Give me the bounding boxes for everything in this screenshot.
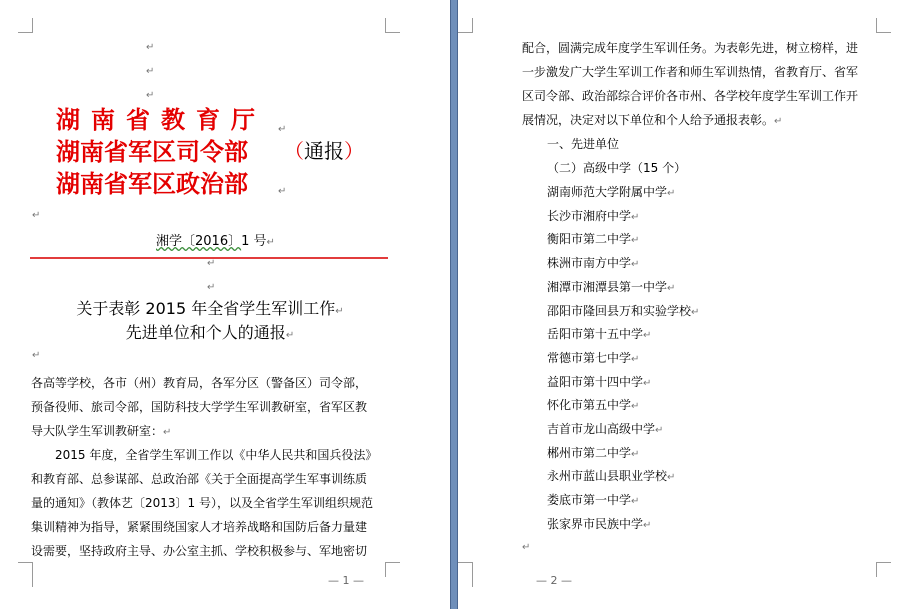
list-item [547, 347, 639, 372]
list-item [547, 323, 651, 348]
school-name: 岳阳市第十五中学 [547, 327, 644, 342]
document-page-1[interactable] [0, 0, 450, 609]
school-name: 怀化市第五中学 [547, 398, 632, 413]
school-name: 株洲市南方中学 [547, 256, 632, 271]
crop-mark [18, 18, 33, 33]
school-name: 吉首市龙山高级中学 [547, 422, 656, 436]
salutation-paragraph[interactable] [31, 371, 391, 443]
paragraph-mark: ↵ [278, 124, 287, 135]
document-page-2[interactable] [458, 0, 902, 609]
paragraph-mark: ↵ [631, 496, 640, 508]
school-name: 常德市第七中学 [547, 350, 632, 365]
school-name: 衡阳市第二中学 [547, 232, 632, 247]
list-item [547, 252, 639, 277]
school-name: 湖南师范大学附属中学 [547, 185, 668, 199]
paragraph-mark: ↵ [32, 210, 41, 221]
header-issuer-political-dept: 湖南省军区政治部 [56, 170, 248, 198]
paragraph-mark: ↵ [631, 448, 640, 460]
paragraph-mark: ↵ [631, 353, 640, 365]
document-type-label [284, 138, 364, 164]
page-gap [450, 0, 458, 609]
school-name: 娄底市第一中学 [547, 493, 632, 508]
text-line: 一步激发广大学生军训工作者和师生军训热情，省教育厅、省军 [522, 65, 859, 79]
paragraph-mark: ↵ [207, 258, 216, 269]
text-line: 集训精神为指导，紧紧围绕国家人才培养战略和国防后备力量建 [31, 520, 368, 534]
close-paren: ） [344, 139, 364, 163]
paragraph-mark: ↵ [146, 42, 155, 53]
paragraph-mark: ↵ [655, 425, 664, 436]
crop-mark [876, 562, 891, 577]
crop-mark [458, 18, 473, 33]
document-number [156, 230, 275, 249]
school-name: 长沙市湘府中学 [547, 208, 632, 223]
crop-mark [458, 562, 473, 587]
document-number-prefix: 湘学〔2016〕 [156, 234, 242, 249]
paragraph-mark: ↵ [631, 259, 640, 271]
list-item [547, 513, 651, 538]
paragraph-mark: ↵ [691, 306, 700, 318]
text-line: 和教育部、总参谋部、总政治部《关于全面提高学生军事训练质 [31, 472, 368, 486]
paragraph-mark: ↵ [631, 235, 640, 247]
text-line: 导大队学生军训教研室：↵ [31, 424, 172, 438]
school-name: 张家界市民族中学 [547, 516, 644, 531]
text-line: 预备役师、旅司令部，国防科技大学学生军训教研室，省军区教 [31, 400, 368, 414]
list-item [547, 418, 663, 443]
body-paragraph[interactable] [31, 443, 391, 563]
document-title-line-1: 关于表彰 2015 年全省学生军训工作↵ [76, 299, 344, 318]
paragraph-mark: ↵ [146, 66, 155, 77]
list-item [547, 205, 639, 230]
paragraph-mark: ↵ [146, 90, 155, 101]
open-paren: （ [284, 139, 304, 163]
paragraph-mark: ↵ [631, 211, 640, 223]
paragraph-mark: ↵ [667, 282, 676, 294]
list-item [547, 228, 639, 253]
text-line: 区司令部、政治部综合评价各市州、各学校年度学生军训工作开 [522, 89, 859, 103]
paragraph-mark: ↵ [266, 237, 275, 248]
body-paragraph[interactable] [522, 36, 882, 132]
document-type-text: 通报 [304, 139, 344, 163]
paragraph-mark: ↵ [667, 188, 676, 199]
paragraph-mark: ↵ [207, 282, 216, 293]
paragraph-mark: ↵ [643, 330, 652, 342]
text-line: 设需要，坚持政府主导、办公室主抓、学校积极参与、军地密切 [31, 544, 368, 558]
text-line: 各高等学校，各市（州）教育局，各军分区（警备区）司令部， [31, 376, 368, 390]
paragraph-mark: ↵ [643, 377, 652, 389]
list-item [547, 394, 639, 419]
header-issuer-education-dept: 湖南省教育厅 [56, 106, 266, 134]
list-item [547, 181, 675, 206]
list-item [547, 465, 675, 490]
school-name: 湘潭市湘潭县第一中学 [547, 279, 668, 294]
school-name: 益阳市第十四中学 [547, 374, 644, 389]
paragraph-mark: ↵ [278, 186, 287, 197]
text-line: 配合，圆满完成年度学生军训任务。为表彰先进，树立榜样，进 [522, 41, 859, 55]
crop-mark [385, 18, 400, 33]
paragraph-mark: ↵ [667, 472, 676, 484]
text-line: 量的通知》（教体艺〔2013〕1 号），以及全省学生军训组织规范 [31, 496, 373, 510]
paragraph-mark: ↵ [631, 401, 640, 413]
document-title-line-2: 先进单位和个人的通报↵ [125, 323, 295, 342]
crop-mark [385, 562, 400, 577]
school-name: 邵阳市隆回县万和实验学校 [547, 303, 692, 318]
list-item [547, 489, 639, 514]
text-line: 2015 年度，全省学生军训工作以《中华人民共和国兵役法》 [31, 448, 378, 462]
list-item [547, 276, 675, 301]
paragraph-mark: ↵ [32, 350, 41, 361]
document-number-suffix: 1 号 [241, 234, 267, 249]
school-name: 郴州市第二中学 [547, 445, 632, 460]
paragraph-mark: ↵ [643, 519, 652, 531]
page-number: — 2 — [536, 574, 572, 587]
text-line: 展情况，决定对以下单位和个人给予通报表彰。↵ [522, 113, 783, 127]
section-heading: 一、先进单位 [547, 137, 620, 151]
crop-mark [18, 562, 33, 587]
list-item [547, 371, 651, 396]
header-issuer-command: 湖南省军区司令部 [56, 138, 248, 166]
paragraph-mark: ↵ [522, 542, 531, 553]
crop-mark [876, 18, 891, 33]
page-number: — 1 — [328, 574, 364, 587]
school-name: 永州市蓝山县职业学校 [547, 469, 668, 484]
subsection-heading: （二）高级中学（15 个） [547, 161, 687, 175]
list-item [547, 442, 639, 467]
list-item [547, 300, 699, 325]
